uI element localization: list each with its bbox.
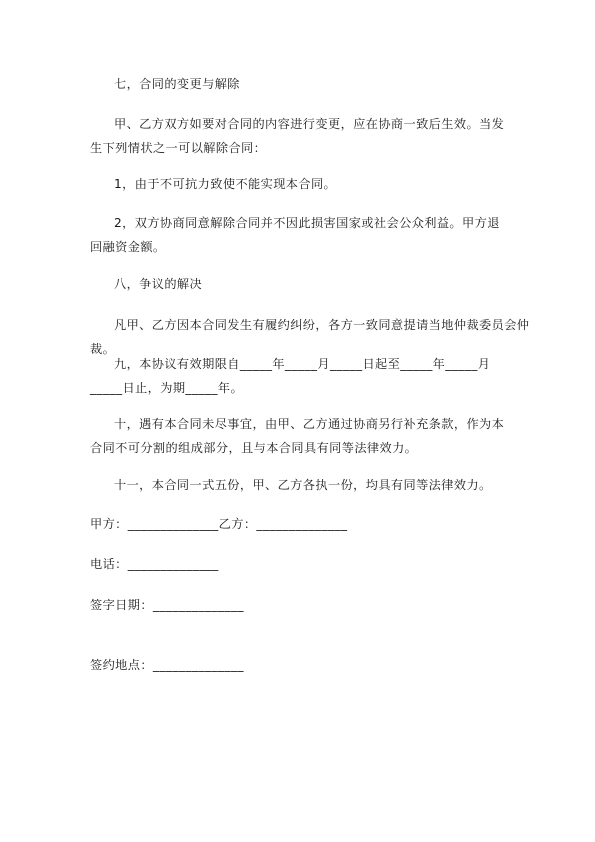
section-9-body: 九，本协议有效期限自_____年_____月_____日起至_____年_____月_____日止，为期_____年。: [90, 357, 491, 395]
section-10-body: 十，遇有本合同未尽事宜，由甲、乙方通过协商另行补充条款，作为本合同不可分割的组成部分，且与本合同具有同等法律效力。: [90, 417, 505, 455]
section-7-heading: 七，合同的变更与解除: [114, 77, 240, 91]
section-11-body: 十一，本合同一式五份，甲、乙方各执一份，均具有同等法律效力。: [114, 478, 492, 492]
phone-line: 电话：______________: [90, 557, 219, 571]
section-8-body: 凡甲、乙方因本合同发生有履约纠纷，各方一致同意提请当地仲裁委员会仲裁。: [90, 318, 530, 356]
sign-date-line: 签字日期：______________: [90, 598, 244, 612]
section-7-item-2: 2，双方协商同意解除合同并不因此损害国家或社会公众利益。甲方退回融资金额。: [90, 216, 500, 254]
section-8-heading: 八，争议的解决: [114, 277, 203, 291]
section-7-item-1: 1，由于不可抗力致使不能实现本合同。: [114, 177, 337, 191]
section-7-body: 甲、乙方双方如要对合同的内容进行变更，应在协商一致后生效。当发生下列情状之一可以解除合同：: [90, 117, 505, 155]
sign-place-line: 签约地点：______________: [90, 658, 244, 672]
party-signature-line: 甲方：______________乙方：______________: [90, 517, 348, 531]
